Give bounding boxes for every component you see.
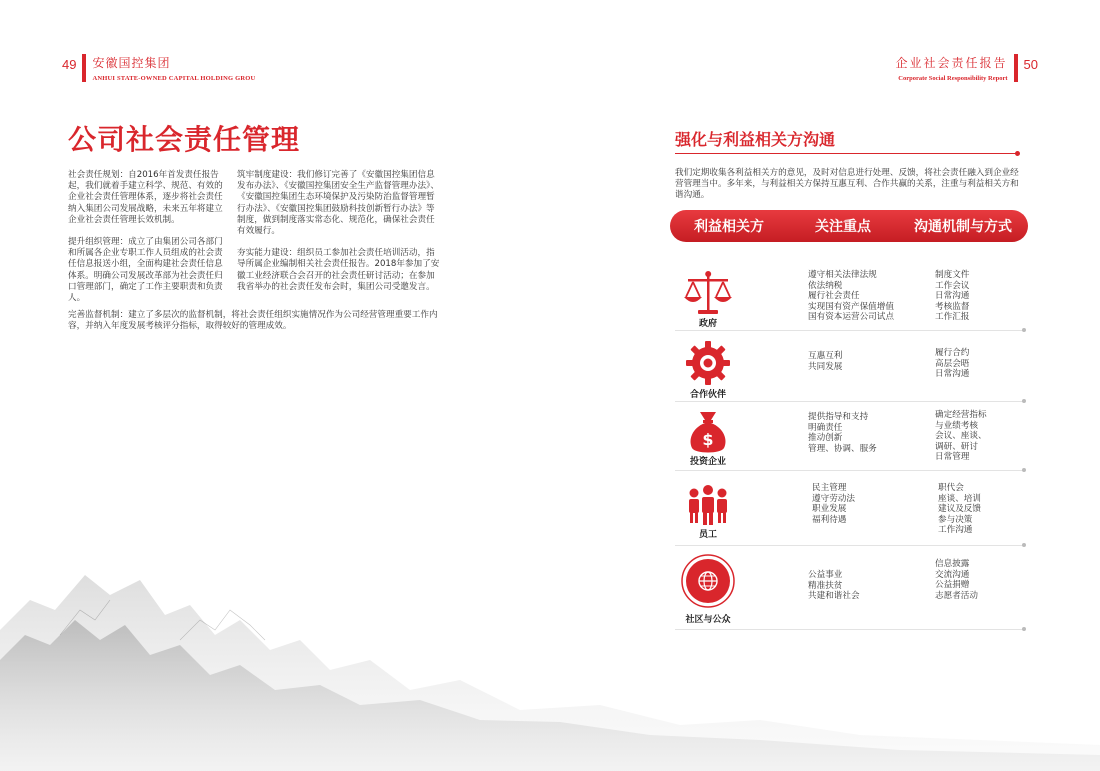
section-divider-dot <box>1015 151 1020 156</box>
focus-item: 遵守劳动法 <box>812 493 855 504</box>
row-divider-dot <box>1022 328 1026 332</box>
section-title: 强化与利益相关方沟通 <box>675 130 836 149</box>
report-title-cn: 企业社会责任报告 <box>895 56 1008 70</box>
page-number-right: 50 <box>1023 57 1038 72</box>
focus-item: 遵守相关法律法规 <box>808 270 877 280</box>
brand-name-en: ANHUI STATE-OWNED CAPITAL HOLDING GROU <box>92 75 256 82</box>
focus-list <box>808 412 877 454</box>
brand-name-cn: 安徽国控集团 <box>92 56 171 70</box>
mechanism-item: 日常沟通 <box>935 291 970 302</box>
stakeholder-label: 投资企业 <box>689 457 726 467</box>
focus-item: 互惠互利 <box>808 351 843 361</box>
paragraph-organization: 提升组织管理：成立了由集团公司各部门和所属各企业专职工作人员组成的社会责任信息报送小组，全面构建社会责任信息体系。明确公司发展改革部为社会责任归口管理部门，确定了工作主要职责和负责人。 <box>68 237 223 304</box>
row-divider <box>675 470 1025 471</box>
mechanism-item: 信息披露 <box>935 559 970 569</box>
row-divider-dot <box>1022 627 1026 631</box>
header-mechanism: 沟通机制与方式 <box>914 219 1012 235</box>
text-column-1 <box>68 170 228 315</box>
section-divider <box>675 153 1017 154</box>
focus-list <box>808 351 842 372</box>
paragraph-capability: 夯实能力建设：组织员工参加社会责任培训活动，指导所属企业编制相关社会责任报告。2018年参加了安徽工业经济联合会召开的社会责任研讨活动；在参加我省举办的社会责任发布会时，集团公司受邀发言。 <box>237 248 440 292</box>
row-divider-dot <box>1022 468 1026 472</box>
mechanism-list <box>935 348 969 380</box>
globe-icon <box>680 553 736 609</box>
header-right-bar <box>1014 54 1018 82</box>
focus-item: 履行社会责任 <box>808 291 860 302</box>
header-stakeholder: 利益相关方 <box>694 219 764 235</box>
text-full-width <box>68 310 441 343</box>
focus-item: 职业发展 <box>812 504 847 515</box>
mechanism-item: 工作会议 <box>935 280 970 291</box>
svg-text:$: $ <box>702 430 714 449</box>
section-intro: 我们定期收集各利益相关方的意见，及时对信息进行处理、反馈，将社会责任融入到企业经营管理当中。多年来，与利益相关方保持互惠互利、合作共赢的关系，注重与利益相关方和谐沟通。 <box>675 168 1019 201</box>
row-divider <box>675 401 1025 402</box>
page-title: 公司社会责任管理 <box>68 123 301 156</box>
mechanism-item: 调研、研讨 <box>935 441 978 452</box>
row-divider <box>675 629 1025 630</box>
row-divider-dot <box>1022 399 1026 403</box>
focus-item: 管理、协调、服务 <box>808 443 877 454</box>
mechanism-item: 确定经营指标 <box>935 410 987 420</box>
mechanism-item: 与业绩考核 <box>935 420 978 431</box>
focus-item: 依法纳税 <box>808 280 843 291</box>
mechanism-item: 高层会晤 <box>935 358 970 369</box>
stakeholder-label: 员工 <box>698 530 717 540</box>
focus-item: 福利待遇 <box>812 514 847 525</box>
header-left-bar <box>82 54 86 82</box>
stakeholder-label: 合作伙伴 <box>689 390 726 400</box>
focus-item: 公益事业 <box>808 570 843 580</box>
table-header <box>670 210 1028 242</box>
header-left <box>62 54 255 82</box>
report-title-en: Corporate Social Responsibility Report <box>898 75 1008 82</box>
stakeholder-label: 政府 <box>698 319 717 329</box>
header-focus: 关注重点 <box>815 219 871 235</box>
focus-item: 共同发展 <box>808 361 843 372</box>
mechanism-item: 工作沟通 <box>938 525 973 536</box>
mechanism-item: 会议、座谈、 <box>935 431 987 442</box>
mechanism-item: 日常管理 <box>935 452 970 463</box>
focus-item: 共建和谐社会 <box>808 591 860 602</box>
mechanism-item: 建议及反馈 <box>938 504 981 515</box>
money-bag-icon <box>683 407 733 457</box>
mechanism-item: 考核监督 <box>935 301 970 312</box>
mechanism-list <box>935 559 978 601</box>
people-group-icon <box>683 480 733 530</box>
mechanism-item: 交流沟通 <box>935 569 970 580</box>
focus-item: 实现国有资产保值增值 <box>808 301 894 312</box>
focus-list <box>808 270 894 323</box>
mechanism-item: 参与决策 <box>938 514 973 525</box>
mechanism-item: 志愿者活动 <box>935 590 978 601</box>
mechanism-item: 公益捐赠 <box>935 580 970 591</box>
mechanism-item: 日常沟通 <box>935 369 970 380</box>
mechanism-item: 座谈、培训 <box>938 493 981 504</box>
text-column-2 <box>237 170 441 304</box>
stakeholder-label: 社区与公众 <box>685 615 731 625</box>
focus-item: 提供指导和支持 <box>808 412 869 422</box>
header-right <box>896 54 1038 82</box>
row-divider-dot <box>1022 543 1026 547</box>
balance-scale-icon <box>683 268 733 318</box>
focus-item: 国有资本运营公司试点 <box>808 312 894 323</box>
focus-list <box>812 483 855 525</box>
page-number-left: 49 <box>62 57 77 72</box>
mechanism-item: 制度文件 <box>935 270 970 280</box>
mechanism-list <box>935 410 987 463</box>
gear-icon <box>683 338 733 388</box>
row-divider <box>675 330 1025 331</box>
focus-item: 民主管理 <box>812 483 847 493</box>
focus-item: 精准扶贫 <box>808 580 843 591</box>
mechanism-list <box>935 270 969 323</box>
row-divider <box>675 545 1025 546</box>
mechanism-item: 职代会 <box>938 483 964 493</box>
mechanism-item: 履行合约 <box>935 348 970 358</box>
focus-list <box>808 570 860 602</box>
mechanism-item: 工作汇报 <box>935 312 970 323</box>
focus-item: 明确责任 <box>808 422 843 433</box>
focus-item: 推动创新 <box>808 433 843 444</box>
paragraph-supervision: 完善监督机制：建立了多层次的监督机制，将社会责任组织实施情况作为公司经营管理重要工作内容，并纳入年度发展考核评分指标，取得较好的管理成效。 <box>68 310 438 332</box>
mechanism-list <box>938 483 981 536</box>
paragraph-system: 筑牢制度建设：我们修订完善了《安徽国控集团信息发布办法》、《安徽国控集团安全生产监督管理办法》、《安徽国控集团生态环境保护及污染防治监督管理暂行办法》、《安徽国控集团鼓励科技创新暂行办法》等制度，做到制度落实常态化、规范化，确保社会责任有效履行。 <box>237 170 439 237</box>
paragraph-plan: 社会责任规划：自2016年首发责任报告起，我们就着手建立科学、规范、有效的企业社会责任管理体系，逐步将社会责任纳入集团公司发展战略，未来五年将建立企业社会责任管理长效机制。 <box>68 170 223 225</box>
